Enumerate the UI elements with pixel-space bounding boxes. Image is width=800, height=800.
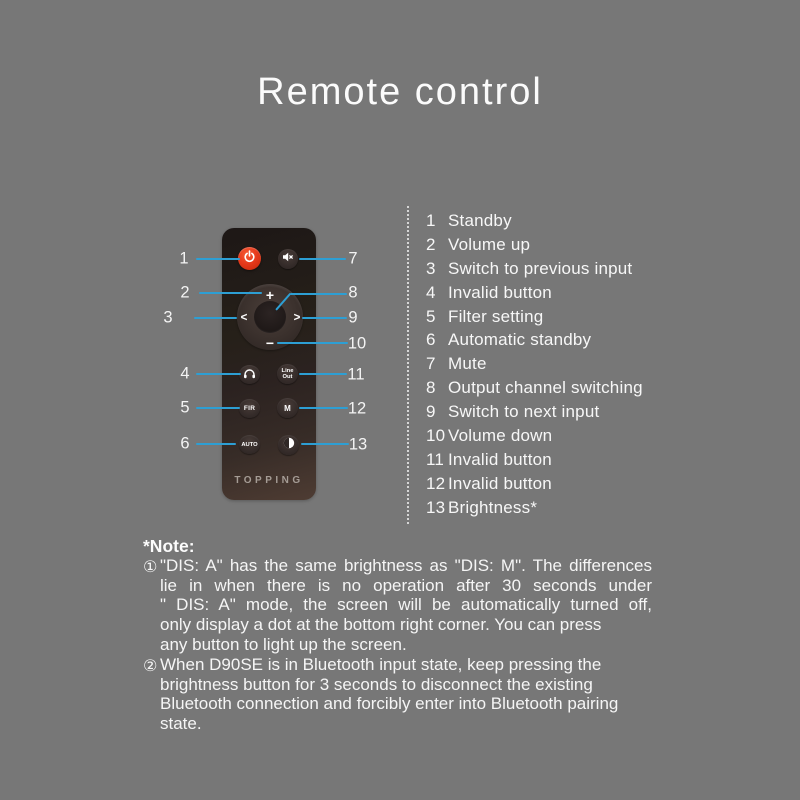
legend-label: Invalid button xyxy=(448,450,552,470)
legend-num: 8 xyxy=(426,378,436,398)
note-header: *Note: xyxy=(143,536,195,556)
next-input-glyph: > xyxy=(293,312,301,324)
legend-row xyxy=(426,424,643,448)
callout-number-5: 5 xyxy=(180,398,190,417)
legend-label: Switch to next input xyxy=(448,402,600,422)
legend-row xyxy=(426,209,643,233)
legend-label: Filter setting xyxy=(448,306,544,326)
legend-num: 10 xyxy=(426,426,446,446)
callout-number-7: 7 xyxy=(348,249,358,268)
legend-row xyxy=(426,257,643,281)
callout-number-2: 2 xyxy=(180,283,190,302)
note-2-line: brightness button for 3 seconds to disconnect the existing xyxy=(160,674,593,694)
legend-row xyxy=(426,472,643,496)
legend-label: Invalid button xyxy=(448,282,552,302)
legend-row xyxy=(426,329,643,353)
button-legend-list xyxy=(426,209,643,520)
callout-line-2 xyxy=(199,292,262,294)
legend-row xyxy=(426,352,643,376)
callout-number-6: 6 xyxy=(180,434,190,453)
power-icon xyxy=(243,250,256,268)
note-1-line: any button to light up the screen. xyxy=(160,634,407,654)
callout-line-4 xyxy=(196,373,241,375)
note-1-line: only display a dot at the bottom right corner. You can press xyxy=(160,615,602,635)
callout-line-13 xyxy=(301,443,349,445)
callout-line-1 xyxy=(196,258,240,260)
legend-dotted-divider xyxy=(407,206,409,524)
callout-number-8: 8 xyxy=(348,283,358,302)
legend-num: 3 xyxy=(426,258,436,278)
fir-filter-button xyxy=(239,399,260,418)
callout-number-13: 13 xyxy=(348,435,368,454)
legend-row xyxy=(426,376,643,400)
legend-label: Switch to previous input xyxy=(448,258,633,278)
legend-num: 4 xyxy=(426,282,436,302)
callout-number-3: 3 xyxy=(163,308,173,327)
callout-line-5 xyxy=(196,407,240,409)
callout-line-8 xyxy=(290,293,347,295)
page-title: Remote control xyxy=(257,71,543,113)
m-button xyxy=(277,398,298,418)
mute-button xyxy=(278,249,298,269)
legend-label: Output channel switching xyxy=(448,378,643,398)
note-1-line: lie in when there is no operation after 30 seconds under xyxy=(160,575,652,595)
legend-label: Brightness* xyxy=(448,497,538,517)
callout-line-12 xyxy=(299,407,348,409)
note-2-line: Bluetooth connection and forcibly enter into Bluetooth pairing xyxy=(160,694,619,714)
callout-line-9 xyxy=(302,317,347,319)
legend-label: Volume up xyxy=(448,234,531,254)
callout-line-3 xyxy=(194,317,237,319)
note-2-marker: ② xyxy=(143,658,158,675)
legend-num: 5 xyxy=(426,306,436,326)
note-2 xyxy=(143,655,652,734)
note-1-line: "DIS: A" has the same brightness as "DIS: M". The differences xyxy=(160,556,652,575)
headphone-button xyxy=(239,365,260,384)
power-button xyxy=(238,247,261,270)
note-2-line: state. xyxy=(160,714,202,734)
line-out-label-1: Line xyxy=(281,367,294,374)
brand-logo: TOPPING xyxy=(234,475,304,486)
brightness-contrast-icon xyxy=(283,436,295,454)
legend-num: 2 xyxy=(426,234,436,254)
callout-number-12: 12 xyxy=(347,399,367,418)
callout-number-10: 10 xyxy=(347,334,367,353)
volume-up-glyph: + xyxy=(265,287,275,303)
m-label: M xyxy=(284,403,291,413)
prev-input-glyph: < xyxy=(240,312,248,324)
note-1-line: " DIS: A" mode, the screen will be automatically turned off, xyxy=(160,595,652,615)
legend-label: Automatic standby xyxy=(448,330,592,350)
dpad-center-button xyxy=(254,301,286,333)
legend-num: 12 xyxy=(426,473,446,493)
legend-label: Mute xyxy=(448,354,487,374)
callout-line-10 xyxy=(277,342,348,344)
legend-num: 13 xyxy=(426,497,446,517)
legend-row xyxy=(426,400,643,424)
legend-row xyxy=(426,448,643,472)
callout-line-7 xyxy=(299,258,346,260)
legend-label: Volume down xyxy=(448,426,553,446)
legend-num: 1 xyxy=(426,210,436,230)
note-1 xyxy=(143,556,652,654)
note-2-line: When D90SE is in Bluetooth input state, keep pressing the xyxy=(160,655,602,674)
legend-num: 7 xyxy=(426,354,436,374)
callout-line-11 xyxy=(299,373,347,375)
callout-line-6 xyxy=(196,443,236,445)
brightness-button xyxy=(278,435,299,455)
legend-num: 9 xyxy=(426,402,436,422)
remote-control-illustration xyxy=(222,228,316,500)
fir-label: FIR xyxy=(243,405,256,412)
legend-num: 11 xyxy=(426,450,445,470)
volume-down-glyph: − xyxy=(265,335,275,351)
auto-standby-button xyxy=(239,435,260,454)
legend-label: Standby xyxy=(448,210,512,230)
callout-number-4: 4 xyxy=(180,364,190,383)
callout-number-11: 11 xyxy=(347,365,365,384)
legend-row xyxy=(426,233,643,257)
line-out-label-2: Out xyxy=(282,374,293,380)
legend-row xyxy=(426,305,643,329)
callout-number-9: 9 xyxy=(348,308,358,327)
auto-label: AUTO xyxy=(241,441,258,448)
line-out-button xyxy=(277,364,298,384)
headphones-icon xyxy=(243,366,256,384)
mute-speaker-icon xyxy=(282,250,294,268)
legend-row xyxy=(426,281,643,305)
legend-row xyxy=(426,496,643,520)
legend-num: 6 xyxy=(426,330,436,350)
legend-label: Invalid button xyxy=(448,473,552,493)
callout-number-1: 1 xyxy=(179,249,189,268)
note-1-marker: ① xyxy=(143,559,158,576)
